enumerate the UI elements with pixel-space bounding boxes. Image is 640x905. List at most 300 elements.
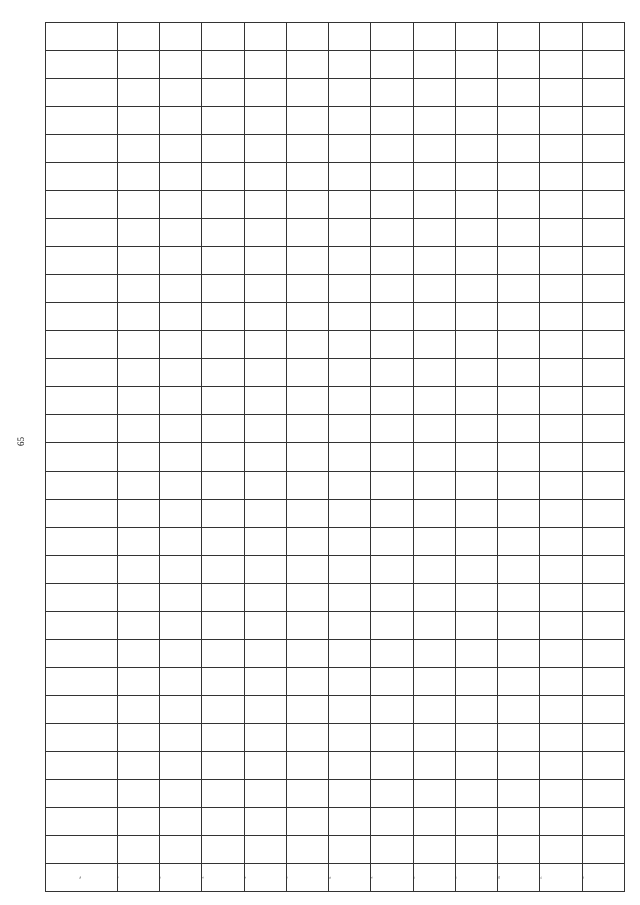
- table-cell: [286, 807, 328, 835]
- table-cell: [117, 275, 159, 303]
- table-cell: [498, 443, 540, 471]
- table-cell: [498, 387, 540, 415]
- table-cell: [498, 191, 540, 219]
- table-cell: 11.: [540, 863, 582, 891]
- table-cell: [202, 555, 244, 583]
- table-cell: [160, 331, 202, 359]
- table-cell: [540, 135, 582, 163]
- table-cell: [498, 835, 540, 863]
- table-cell: [582, 555, 624, 583]
- table-cell: [582, 303, 624, 331]
- table-cell: [455, 163, 497, 191]
- table-cell: [455, 107, 497, 135]
- table-cell: [329, 303, 371, 331]
- table-cell: [413, 751, 455, 779]
- table-cell: [371, 23, 413, 51]
- table-cell: [160, 275, 202, 303]
- table-cell: [160, 807, 202, 835]
- column-header: [46, 387, 118, 415]
- table-cell: [202, 303, 244, 331]
- table-cell: [202, 79, 244, 107]
- table-cell: [202, 443, 244, 471]
- table-cell: [286, 331, 328, 359]
- table-cell: [329, 415, 371, 443]
- table-cell: [244, 555, 286, 583]
- table-cell: [540, 275, 582, 303]
- table-cell: [117, 359, 159, 387]
- table-cell: [455, 247, 497, 275]
- column-header: [46, 695, 118, 723]
- table-cell: [498, 611, 540, 639]
- table-cell: [498, 555, 540, 583]
- table-cell: [540, 359, 582, 387]
- table-cell: [540, 107, 582, 135]
- table-cell: [286, 667, 328, 695]
- table-cell: [498, 779, 540, 807]
- table-cell: [160, 191, 202, 219]
- table-cell: [244, 275, 286, 303]
- table-cell: [286, 779, 328, 807]
- table-cell: [202, 275, 244, 303]
- table-cell: [371, 359, 413, 387]
- table-cell: [582, 443, 624, 471]
- table-cell: [329, 779, 371, 807]
- table-cell: [244, 163, 286, 191]
- table-cell: [455, 471, 497, 499]
- table-cell: [371, 219, 413, 247]
- table-cell: [117, 303, 159, 331]
- table-cell: [413, 695, 455, 723]
- table-cell: [160, 527, 202, 555]
- page-number: 65: [16, 437, 26, 446]
- table-cell: [286, 79, 328, 107]
- table-cell: [329, 107, 371, 135]
- table-cell: [117, 387, 159, 415]
- table-cell: [455, 331, 497, 359]
- table-cell: [413, 639, 455, 667]
- table-cell: [117, 527, 159, 555]
- table-cell: [413, 135, 455, 163]
- table-cell: [413, 835, 455, 863]
- table-cell: [202, 695, 244, 723]
- table-cell: [202, 219, 244, 247]
- table-cell: [455, 219, 497, 247]
- column-header: [46, 163, 118, 191]
- table-cell: [160, 79, 202, 107]
- table-cell: [371, 723, 413, 751]
- table-cell: [371, 135, 413, 163]
- table-cell: [202, 779, 244, 807]
- table-cell: [498, 499, 540, 527]
- table-cell: [160, 135, 202, 163]
- table-cell: [329, 219, 371, 247]
- table-cell: [329, 331, 371, 359]
- table-cell: [117, 415, 159, 443]
- table-cell: [244, 667, 286, 695]
- table-cell: [117, 751, 159, 779]
- table-cell: [160, 51, 202, 79]
- table-cell: [286, 303, 328, 331]
- table-cell: [329, 751, 371, 779]
- table-cell: [286, 471, 328, 499]
- table-row: [286, 23, 328, 892]
- table-cell: [244, 331, 286, 359]
- table-cell: [329, 275, 371, 303]
- column-header: №: [46, 863, 118, 891]
- table-cell: [117, 79, 159, 107]
- table-cell: [329, 807, 371, 835]
- table-cell: [498, 415, 540, 443]
- column-header: [46, 499, 118, 527]
- column-header: [46, 527, 118, 555]
- table-cell: [202, 23, 244, 51]
- table-cell: [160, 835, 202, 863]
- table-cell: [540, 471, 582, 499]
- table-cell: [244, 835, 286, 863]
- table-cell: [498, 639, 540, 667]
- table-cell: [582, 359, 624, 387]
- table-cell: [413, 583, 455, 611]
- table-cell: [582, 79, 624, 107]
- column-header: [46, 751, 118, 779]
- table-cell: [455, 779, 497, 807]
- column-header: [46, 723, 118, 751]
- table-cell: [244, 247, 286, 275]
- table-cell: [244, 23, 286, 51]
- table-cell: [582, 471, 624, 499]
- table-cell: [286, 723, 328, 751]
- table-cell: [540, 639, 582, 667]
- table-cell: [117, 807, 159, 835]
- column-header: [46, 555, 118, 583]
- table-cell: [455, 499, 497, 527]
- table-cell: [582, 583, 624, 611]
- table-cell: [413, 331, 455, 359]
- table-cell: [244, 443, 286, 471]
- column-header: [46, 79, 118, 107]
- table-cell: [498, 79, 540, 107]
- table-cell: [286, 191, 328, 219]
- table-cell: [371, 807, 413, 835]
- table-cell: [117, 191, 159, 219]
- table-cell: [117, 695, 159, 723]
- table-cell: [413, 555, 455, 583]
- table-cell: [498, 359, 540, 387]
- table-cell: [540, 387, 582, 415]
- table-cell: [160, 23, 202, 51]
- table-cell: [455, 79, 497, 107]
- table-cell: [117, 639, 159, 667]
- table-cell: [540, 219, 582, 247]
- column-header: [46, 807, 118, 835]
- column-header: [46, 835, 118, 863]
- table-cell: [202, 639, 244, 667]
- table-cell: [202, 387, 244, 415]
- table-cell: [455, 387, 497, 415]
- table-cell: 8.: [413, 863, 455, 891]
- table-cell: [117, 331, 159, 359]
- table-cell: [582, 639, 624, 667]
- table-cell: [244, 471, 286, 499]
- table-cell: [582, 527, 624, 555]
- table-cell: 5.: [286, 863, 328, 891]
- table-cell: [286, 415, 328, 443]
- table-cell: [202, 415, 244, 443]
- table-cell: [329, 695, 371, 723]
- table-cell: [117, 163, 159, 191]
- table-cell: [286, 695, 328, 723]
- table-cell: [202, 751, 244, 779]
- table-cell: [540, 723, 582, 751]
- table-cell: [371, 303, 413, 331]
- table-cell: [329, 359, 371, 387]
- table-cell: [498, 23, 540, 51]
- table-cell: [202, 359, 244, 387]
- table-cell: [117, 779, 159, 807]
- table-cell: [244, 807, 286, 835]
- table-cell: 12.: [582, 863, 624, 891]
- table-cell: [413, 807, 455, 835]
- table-cell: [540, 331, 582, 359]
- table-cell: [582, 807, 624, 835]
- table-cell: [582, 835, 624, 863]
- column-header: [46, 779, 118, 807]
- table-cell: [244, 107, 286, 135]
- table-cell: [540, 695, 582, 723]
- table-cell: [244, 303, 286, 331]
- table-cell: [160, 639, 202, 667]
- table-cell: [117, 135, 159, 163]
- column-header: [46, 415, 118, 443]
- table-cell: [498, 163, 540, 191]
- table-cell: [160, 583, 202, 611]
- table-cell: [371, 51, 413, 79]
- column-header: [46, 191, 118, 219]
- column-header: [46, 23, 118, 51]
- table-cell: [286, 359, 328, 387]
- table-cell: [413, 499, 455, 527]
- data-table: [45, 22, 625, 892]
- table-cell: [160, 219, 202, 247]
- table-cell: [455, 639, 497, 667]
- table-cell: [117, 583, 159, 611]
- table-cell: [540, 79, 582, 107]
- table-cell: [117, 247, 159, 275]
- table-cell: [498, 807, 540, 835]
- table-cell: [582, 667, 624, 695]
- table-row: [244, 23, 286, 892]
- table-cell: [160, 443, 202, 471]
- table-cell: [582, 695, 624, 723]
- table-cell: [202, 583, 244, 611]
- table-cell: [286, 275, 328, 303]
- table-row: [371, 23, 413, 892]
- table-cell: [540, 835, 582, 863]
- table-cell: [160, 779, 202, 807]
- table-cell: [371, 695, 413, 723]
- table-cell: [582, 723, 624, 751]
- table-cell: [371, 639, 413, 667]
- table-cell: [371, 611, 413, 639]
- column-header: [46, 639, 118, 667]
- column-header: [46, 51, 118, 79]
- column-header: [46, 247, 118, 275]
- table-cell: [117, 723, 159, 751]
- table-cell: [498, 695, 540, 723]
- table-cell: [329, 639, 371, 667]
- table-cell: [540, 527, 582, 555]
- table-cell: [413, 51, 455, 79]
- table-cell: [455, 23, 497, 51]
- table-cell: [455, 191, 497, 219]
- table-cell: [160, 471, 202, 499]
- table-cell: [244, 359, 286, 387]
- table-cell: [371, 751, 413, 779]
- column-header: [46, 667, 118, 695]
- table-cell: [498, 527, 540, 555]
- table-cell: [371, 79, 413, 107]
- table-row: [117, 23, 159, 892]
- table-cell: [202, 667, 244, 695]
- table-cell: [286, 555, 328, 583]
- table-cell: [286, 219, 328, 247]
- table-cell: [329, 191, 371, 219]
- table-cell: [371, 247, 413, 275]
- table-cell: [498, 107, 540, 135]
- table-cell: [455, 835, 497, 863]
- table-cell: [286, 527, 328, 555]
- table-cell: [413, 247, 455, 275]
- table-cell: [455, 667, 497, 695]
- table-cell: [160, 667, 202, 695]
- table-cell: [540, 247, 582, 275]
- table-cell: [413, 107, 455, 135]
- table-row: [413, 23, 455, 892]
- table-cell: [117, 107, 159, 135]
- table-cell: [286, 583, 328, 611]
- table-cell: [498, 583, 540, 611]
- table-cell: 3.: [202, 863, 244, 891]
- table-cell: [244, 751, 286, 779]
- table-cell: [371, 387, 413, 415]
- table-cell: [582, 23, 624, 51]
- table-cell: [540, 667, 582, 695]
- table-cell: [498, 51, 540, 79]
- table-cell: [413, 415, 455, 443]
- column-header: [46, 107, 118, 135]
- table-cell: [244, 779, 286, 807]
- table-cell: [371, 163, 413, 191]
- table-cell: 1.: [117, 863, 159, 891]
- table-cell: [540, 499, 582, 527]
- table-cell: [117, 23, 159, 51]
- table-cell: 9.: [455, 863, 497, 891]
- table-cell: [286, 135, 328, 163]
- table-cell: [582, 247, 624, 275]
- table-cell: [455, 583, 497, 611]
- table-cell: [455, 275, 497, 303]
- table-cell: [540, 443, 582, 471]
- table-cell: [540, 555, 582, 583]
- table-cell: [540, 807, 582, 835]
- table-cell: [498, 471, 540, 499]
- table-cell: 10.: [498, 863, 540, 891]
- table-cell: [413, 275, 455, 303]
- table-cell: [498, 135, 540, 163]
- table-cell: [413, 163, 455, 191]
- table-cell: [582, 107, 624, 135]
- table-cell: [202, 107, 244, 135]
- table-cell: [371, 443, 413, 471]
- column-header: [46, 219, 118, 247]
- table-cell: [371, 471, 413, 499]
- table-cell: [160, 247, 202, 275]
- table-cell: [455, 695, 497, 723]
- table-cell: [371, 275, 413, 303]
- table-cell: [286, 499, 328, 527]
- table-cell: [498, 275, 540, 303]
- table-cell: [455, 51, 497, 79]
- table-cell: [117, 555, 159, 583]
- table-cell: [455, 135, 497, 163]
- table-cell: [413, 723, 455, 751]
- table-cell: [582, 387, 624, 415]
- table-cell: [117, 611, 159, 639]
- table-cell: [286, 387, 328, 415]
- table-cell: [498, 723, 540, 751]
- table-cell: [244, 191, 286, 219]
- table-cell: [413, 359, 455, 387]
- table-row: [202, 23, 244, 892]
- table-cell: 2.: [160, 863, 202, 891]
- table-cell: [160, 751, 202, 779]
- table-cell: [413, 471, 455, 499]
- table-cell: [160, 303, 202, 331]
- table-cell: [244, 387, 286, 415]
- table-cell: [371, 527, 413, 555]
- table-cell: [117, 471, 159, 499]
- table-cell: [329, 723, 371, 751]
- table-cell: [286, 639, 328, 667]
- table-cell: [371, 331, 413, 359]
- table-cell: [244, 415, 286, 443]
- column-header: [46, 359, 118, 387]
- table-cell: [455, 611, 497, 639]
- table-cell: [286, 51, 328, 79]
- table-cell: [160, 695, 202, 723]
- table-cell: [540, 23, 582, 51]
- table-cell: [329, 163, 371, 191]
- table-cell: [540, 779, 582, 807]
- column-header: [46, 331, 118, 359]
- table-cell: [540, 611, 582, 639]
- table-cell: [202, 527, 244, 555]
- table-cell: [582, 219, 624, 247]
- table-cell: [413, 667, 455, 695]
- table-row: [498, 23, 540, 892]
- table-cell: [286, 247, 328, 275]
- table-cell: [329, 499, 371, 527]
- table-cell: [244, 527, 286, 555]
- table-cell: [244, 611, 286, 639]
- table-cell: [455, 723, 497, 751]
- table-cell: [286, 23, 328, 51]
- table-cell: [498, 247, 540, 275]
- table-row: [329, 23, 371, 892]
- table-cell: 7.: [371, 863, 413, 891]
- table-cell: [455, 303, 497, 331]
- table-cell: [371, 499, 413, 527]
